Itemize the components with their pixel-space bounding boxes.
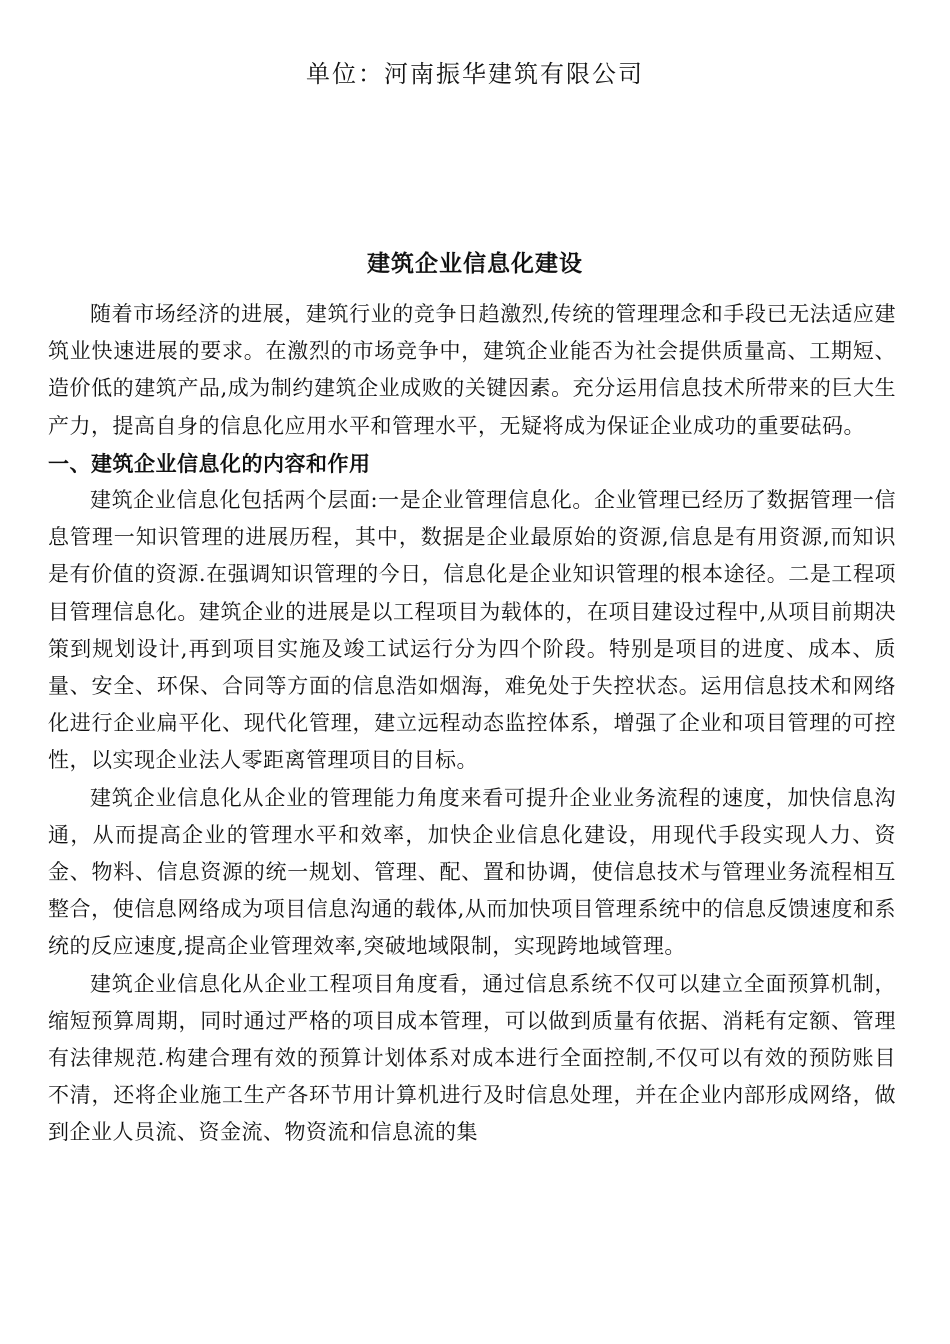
body-paragraph: 建筑企业信息化包括两个层面:一是企业管理信息化。企业管理已经历了数据管理一信息管理一知识管理的进展历程，其中，数据是企业最原始的资源,信息是有用资源,而知识是有价值的资源.在强调知识管理的今日，信息化是企业知识管理的根本途径。二是工程项目管理信息化。建筑企业的进展是以工程项目为载体的，在项目建设过程中,从项目前期决策到规划设计,再到项目实施及竣工试运行分为四个阶段。特别是项目的进度、成本、质量、安全、环保、合同等方面的信息浩如烟海，难免处于失控状态。运用信息技术和网络化进行企业扁平化、现代化管理，建立远程动态监控体系，增强了企业和项目管理的可控性，以实现企业法人零距离管理项目的目标。 xyxy=(48,488,896,773)
body-paragraph: 建筑企业信息化从企业工程项目角度看，通过信息系统不仅可以建立全面预算机制，缩短预算周期，同时通过严格的项目成本管理，可以做到质量有依据、消耗有定额、管理有法律规范.构建合理有效的预算计划体系对成本进行全面控制,不仅可以有效的预防账目不清，还将企业施工生产各环节用计算机进行及时信息处理，并在企业内部形成网络，做到企业人员流、资金流、物资流和信息流的集 xyxy=(48,971,896,1145)
intro-paragraph: 随着市场经济的进展，建筑行业的竞争日趋激烈,传统的管理理念和手段已无法适应建筑业快速进展的要求。在激烈的市场竞争中，建筑企业能否为社会提供质量高、工期短、造价低的建筑产品,成为制约建筑企业成败的关键因素。充分运用信息技术所带来的巨大生产力，提高自身的信息化应用水平和管理水平，无疑将成为保证企业成功的重要砝码。 xyxy=(48,302,896,438)
document-body xyxy=(48,296,896,1152)
unit-line: 单位：河南振华建筑有限公司 xyxy=(306,60,644,88)
document-title: 建筑企业信息化建设 xyxy=(367,250,583,277)
section-heading: 一、建筑企业信息化的内容和作用 xyxy=(48,450,371,476)
body-paragraph: 建筑企业信息化从企业的管理能力角度来看可提升企业业务流程的速度，加快信息沟通，从而提高企业的管理水平和效率，加快企业信息化建设，用现代手段实现人力、资金、物料、信息资源的统一规划、管理、配、置和协调，使信息技术与管理业务流程相互整合，使信息网络成为项目信息沟通的载体,从而加快项目管理系统中的信息反馈速度和系统的反应速度,提高企业管理效率,突破地域限制，实现跨地域管理。 xyxy=(48,785,896,959)
